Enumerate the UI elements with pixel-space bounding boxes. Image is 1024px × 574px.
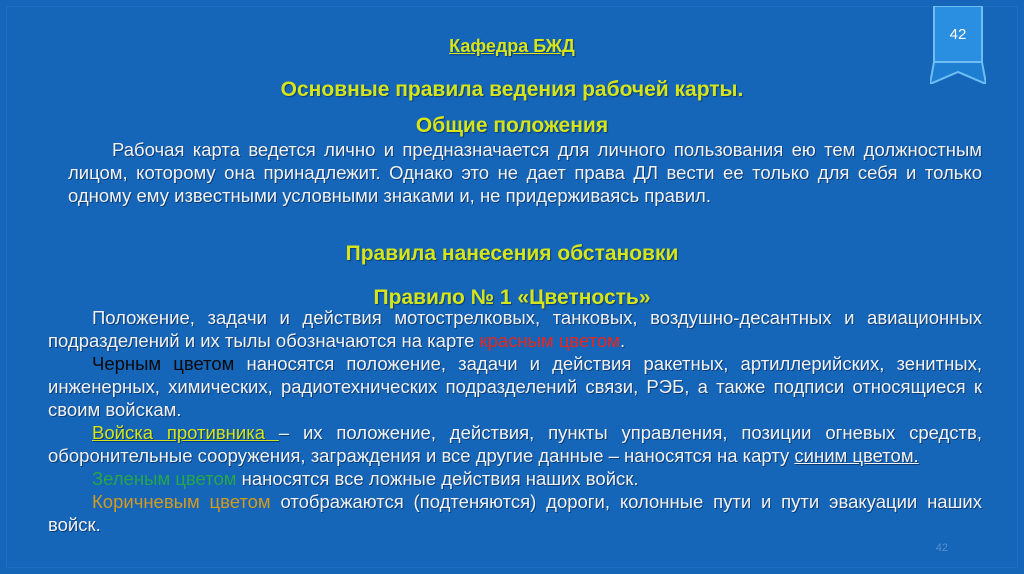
enemy-forces-phrase: Войска противника [92, 422, 279, 443]
brown-rule-text: отображаются (подтеняются) дороги, колонные пути и пути эвакуации наших войск. [48, 491, 982, 535]
red-color-phrase: красным цветом [479, 330, 621, 351]
department-header: Кафедра БЖД [449, 36, 575, 56]
slide [6, 6, 1018, 568]
rule-paragraph-black [48, 352, 982, 421]
rule-paragraph-enemy [48, 421, 982, 467]
rule-paragraph-red [48, 306, 982, 352]
black-rule-text: наносятся положение, задачи и действия ракетных, артиллерийских, зенитных, инженерных, химических, радиотехнических подразделений связи, РЭБ, а также подписи относящиеся к своим войскам. [48, 353, 982, 420]
green-rule-text: наносятся все ложные действия наших войск. [236, 468, 639, 489]
red-rule-end: . [620, 330, 626, 351]
footer-page-number: 42 [935, 542, 948, 554]
page-ribbon-badge [930, 6, 986, 84]
rule-body [48, 306, 982, 536]
intro-paragraph [68, 138, 982, 207]
section-heading-general: Общие положения [415, 114, 609, 137]
intro-text: Рабочая карта ведется лично и предназначается для личного пользования ею тем должностным лицом, которому она принадлежит. Однако это не дает права ДЛ вести ее только для себя и только одному ему известными условными знаками и, не придерживаясь правил. [68, 139, 982, 206]
green-color-phrase: Зеленым цветом [92, 468, 237, 489]
enemy-rule-text: – их положение, действия, пункты управления, позиции огневых средств, оборонительные сооружения, заграждения и все другие данные – наносятся на карту [48, 422, 982, 466]
rule-paragraph-brown [48, 490, 982, 536]
main-heading: Основные правила ведения рабочей карты. [280, 78, 744, 101]
rule-paragraph-green [48, 467, 982, 490]
ribbon-icon [930, 6, 986, 84]
black-color-phrase: Черным цветом [92, 353, 235, 374]
ribbon-page-number: 42 [949, 26, 967, 43]
section-heading-rules: Правила нанесения обстановки [345, 242, 679, 265]
brown-color-phrase: Коричневым цветом [92, 491, 271, 512]
blue-color-phrase: синим цветом. [794, 445, 919, 466]
red-rule-text: Положение, задачи и действия мотострелковых, танковых, воздушно-десантных и авиационных подразделений и их тылы обозначаются на карте [48, 307, 982, 351]
rule-heading: Правило № 1 «Цветность» [373, 286, 651, 309]
